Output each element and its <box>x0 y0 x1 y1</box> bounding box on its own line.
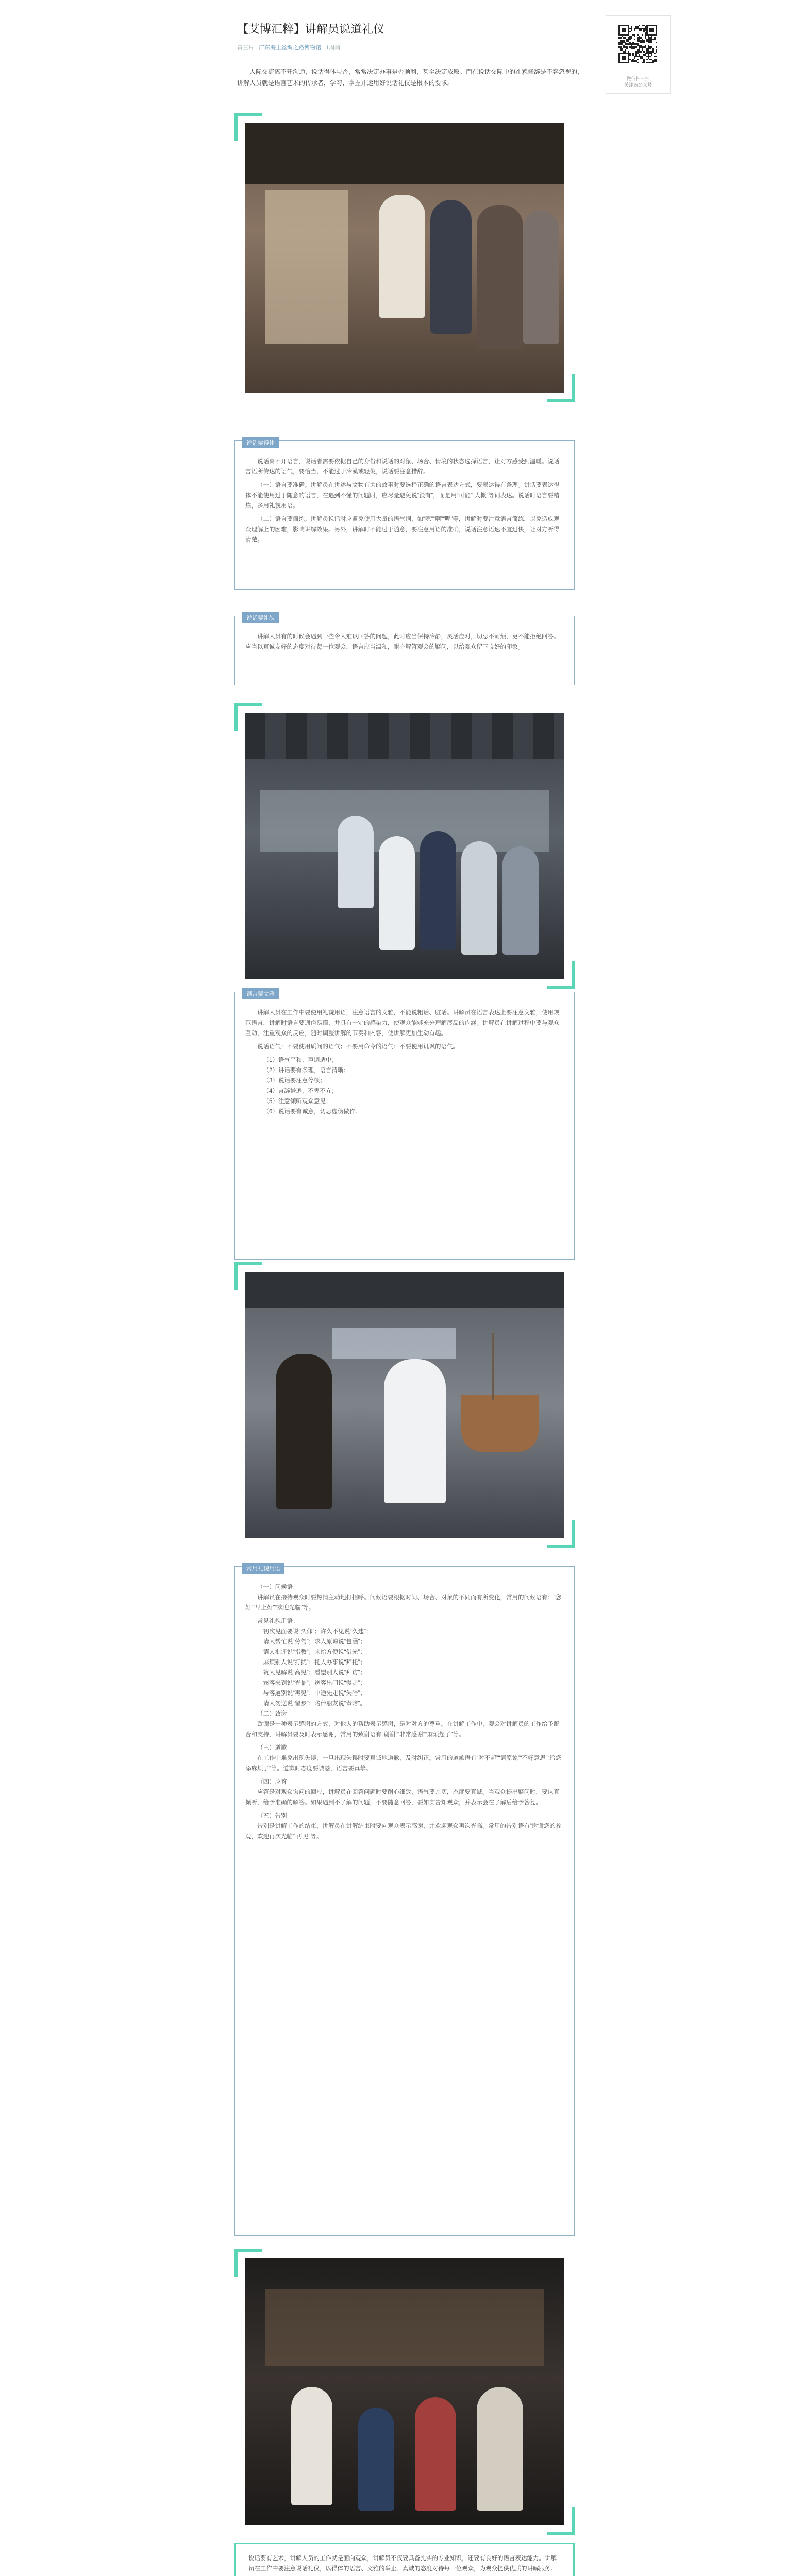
list-item: （1）语气平和，声调适中； <box>263 1057 338 1063</box>
section-paragraph: 在工作中难免出现失误，一旦出现失误时要真诚地道歉，及时纠正。常用的道歉语有“对不起”“请原谅”“不好意思”“给您添麻烦了”等。道歉时态度要诚恳，语言要真挚。 <box>245 1755 562 1772</box>
qr-code-panel[interactable] <box>606 15 671 94</box>
section-courtesy <box>234 616 575 685</box>
guide-explaining-photo <box>245 1272 564 1538</box>
subheading: （二）致谢 <box>257 1711 287 1717</box>
phrase-item: 麻烦别人说“打扰”；托人办事说“拜托”； <box>263 1659 366 1666</box>
phrase-item: 请人帮忙说“劳驾”；求人原谅说“包涵”； <box>263 1639 366 1645</box>
phrase-item: 与客道别说“再见”；中途先走说“失陪”； <box>263 1690 366 1697</box>
section-paragraph: 告别是讲解工作的结束，讲解员在讲解结束时要向观众表示感谢，并欢迎观众再次光临。常用的告别语有“谢谢您的参观，欢迎再次光临”“再见”等。 <box>245 1823 562 1840</box>
article-title: 【艾博汇粹】讲解员说道礼仪 <box>237 23 385 36</box>
family-visit-photo <box>245 2258 564 2525</box>
children-tour-photo <box>245 713 564 979</box>
list-item: （5）注意倾听观众意见； <box>263 1098 332 1105</box>
qr-code <box>615 21 661 67</box>
subheading: （三）道歉 <box>257 1745 287 1751</box>
phrase-item: 宾客来到说“光临”；送客出门说“慢走”； <box>263 1680 366 1686</box>
subheading: （四）应答 <box>257 1779 287 1785</box>
section-tag: 说话要礼貌 <box>242 612 279 623</box>
phrase-item: 请人批评说“指教”；求给方便说“借光”； <box>263 1649 366 1655</box>
section-paragraph: 说话离不开语言，说话者需要依据自己的身份和说话的对象、场合、情境的状态选择语言，让对方感受到温暖。说话言语所传达的语气，要恰当，不能过于冷漠或轻佻，说话要注意措辞。 <box>245 459 560 475</box>
section-tag: 说话要得体 <box>242 437 279 448</box>
summary-box: 说话要有艺术，讲解人员的工作就是面向观众，讲解员不仅要具备扎实的专业知识，还要有良好的语言表达能力。讲解员在工作中要注意说话礼仪，以得体的语言、文雅的举止、真诚的态度对待每一位观众，为观众提供优质的讲解服务。 <box>234 2543 575 2576</box>
phrase-item: 请人勿送说“留步”；陪伴朋友说“奉陪”。 <box>263 1701 366 1707</box>
section-paragraph: 应答是对观众询问的回应，讲解员在回答问题时要耐心细致，语气要亲切，态度要真诚。当观众提出疑问时，要认真倾听，给予准确的解答。如果遇到不了解的问题，不要随意回答，要如实告知观众，并表示会在了解后给予答复。 <box>245 1789 560 1806</box>
section-paragraph: （一）语言要准确。讲解员在讲述与文物有关的故事时要选择正确的语言表达方式，要表达得有条理。讲话要表达得体不能使用过于随意的语言，在遇到不懂的问题时，应尽量避免说“没有”，而是用“可能”“大概”等词表达。说话时语言要精炼，多用礼貌用语。 <box>245 482 560 509</box>
list-item: （6）说话要有诚意，切忌虚伪做作。 <box>263 1109 361 1115</box>
section-elegant-language <box>234 992 575 1260</box>
qr-caption: 微信扫一扫 关注该公众号 <box>624 76 652 88</box>
section-courtesy-phrases <box>234 1566 575 2236</box>
phrase-item: 初次见面要说“久仰”；许久不见说“久违”； <box>263 1629 372 1635</box>
intro-paragraph: 人际交流离不开沟通，说话得体与否，常常决定办事是否顺利，甚至决定成败。而在说话交际中的礼貌修辞是不容忽视的，讲解人员就是语言艺术的传承者，学习、掌握并运用好说话礼仪是根本的要求。 <box>237 68 584 87</box>
museum-visit-photo <box>245 123 564 393</box>
subheading: 常见礼貌用语： <box>257 1618 299 1624</box>
subheading: （五）告别 <box>257 1813 287 1819</box>
section-tag: 常用礼貌用语 <box>242 1563 284 1574</box>
section-paragraph: 说话语气：不要使用质问的语气；不要用命令的语气；不要使用讥讽的语气。 <box>257 1044 459 1050</box>
section-paragraph: 致谢是一种表示感谢的方式，对他人的帮助表示感谢，是对对方的尊重。在讲解工作中，观众对讲解员的工作给予配合和支持，讲解员要及时表示感谢，常用的致谢语有“谢谢”“非常感谢”“麻烦您了”等。 <box>245 1721 560 1738</box>
list-item: （2）讲话要有条理，语言清晰； <box>263 1067 349 1074</box>
subheading: （一）问候语 <box>257 1584 293 1590</box>
photo-1-frame <box>234 113 575 402</box>
photo-4-frame <box>234 2249 575 2535</box>
list-item: （4）言辞谦逊，不卑不亢； <box>263 1088 338 1094</box>
section-paragraph: 讲解人员在工作中要使用礼貌用语，注意语言的文雅，不能说粗话、脏话。讲解员在语言表达上要注意文雅，使用规范语言，讲解时语言要通俗易懂，并具有一定的感染力，使观众能够充分理解展品的内涵。讲解员在讲解过程中要与观众互动，注重观众的反应，随时调整讲解的节奏和内容，使讲解更加生动有趣。 <box>245 1010 560 1037</box>
photo-3-frame <box>234 1262 575 1548</box>
article-account-link[interactable]: 广东海上丝绸之路博物馆 <box>259 45 322 51</box>
article-author: 黄三片 <box>237 45 254 51</box>
section-paragraph: 讲解员在接待观众时要热情主动地打招呼。问候语要根据时间、场合、对象的不同而有所变化，常用的问候语有：“您好”“早上好”“欢迎光临”等。 <box>245 1595 562 1611</box>
section-speaking-properly <box>234 440 575 590</box>
list-item: （3）说话要注意停顿； <box>263 1078 326 1084</box>
section-paragraph: 讲解人员有的时候会遇到一些令人难以回答的问题，此时应当保持冷静，灵活应对，切忌不耐烦，更不能拒绝回答。应当以真诚友好的态度对待每一位观众，语言应当温和，耐心解答观众的疑问，以给观众留下良好的印象。 <box>245 634 560 650</box>
section-paragraph: （二）语言要简练。讲解员说话时应避免使用大量的语气词，如“嗯”“啊”“呢”等，讲解时要注意语言简练，以免造成观众理解上的困难，影响讲解效果。另外，讲解时不能过于随意，要注意用语的准确，说话注意语速不宜过快，让对方听得清楚。 <box>245 516 560 543</box>
photo-2-frame <box>234 703 575 989</box>
phrase-item: 赞人见解说“高见”；看望别人说“拜访”； <box>263 1670 366 1676</box>
article-date: 1周前 <box>326 45 341 51</box>
article-meta <box>237 43 343 52</box>
section-tag: 语言要文雅 <box>242 988 279 999</box>
